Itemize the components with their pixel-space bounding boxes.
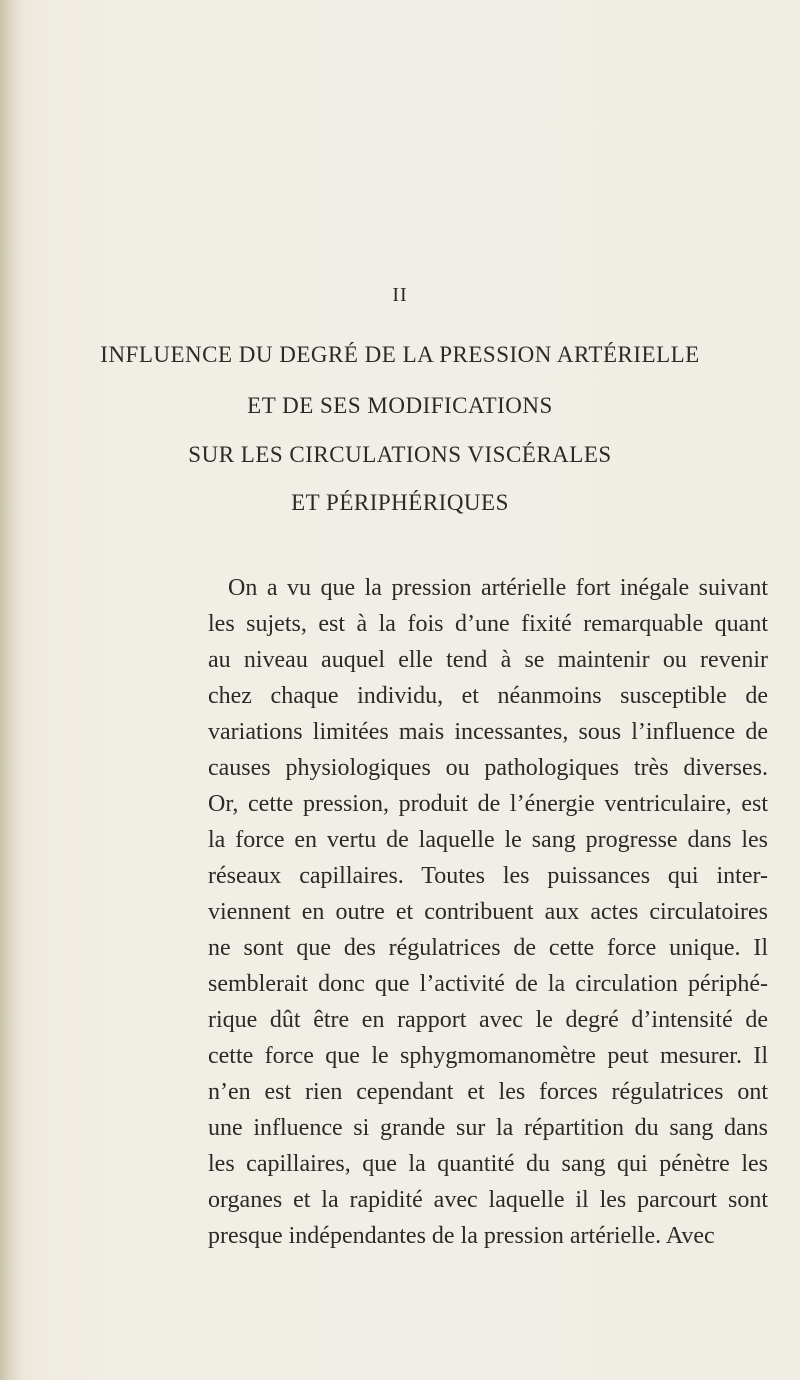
body-text-line: viennent en outre et contribuent aux actes circulatoires <box>208 899 768 925</box>
body-text-line: On a vu que la pression artérielle fort inégale suivant <box>228 575 768 601</box>
body-text-line: une influence si grande sur la répartition du sang dans <box>208 1115 768 1141</box>
chapter-title-line-4: ET PÉRIPHÉRIQUES <box>291 490 509 515</box>
chapter-title-line-2: ET DE SES MODIFICATIONS <box>247 393 553 418</box>
chapter-number: II <box>392 284 408 306</box>
body-text-line: variations limitées mais incessantes, sous l’influence de <box>208 719 768 745</box>
body-text-line: au niveau auquel elle tend à se maintenir ou revenir <box>208 647 768 673</box>
body-text-line: causes physiologiques ou pathologiques très diverses. <box>208 755 768 781</box>
body-text-line: la force en vertu de laquelle le sang progresse dans les <box>208 827 768 853</box>
chapter-title-line-1: INFLUENCE DU DEGRÉ DE LA PRESSION ARTÉRIELLE <box>100 342 700 367</box>
body-text-line: les capillaires, que la quantité du sang qui pénètre les <box>208 1151 768 1177</box>
body-text-line: cette force que le sphygmomanomètre peut mesurer. Il <box>208 1043 768 1069</box>
body-text-line: chez chaque individu, et néanmoins susceptible de <box>208 683 768 709</box>
body-text-line: ne sont que des régulatrices de cette force unique. Il <box>208 935 768 961</box>
body-text-line: rique dût être en rapport avec le degré d’intensité de <box>208 1007 768 1033</box>
body-text-line: les sujets, est à la fois d’une fixité remarquable quant <box>208 611 768 637</box>
body-text-line: n’en est rien cependant et les forces régulatrices ont <box>208 1079 768 1105</box>
body-text-line: Or, cette pression, produit de l’énergie ventriculaire, est <box>208 791 768 817</box>
body-text-line: réseaux capillaires. Toutes les puissances qui inter- <box>208 863 768 889</box>
page-binding-edge <box>0 0 22 1380</box>
body-text-line: semblerait donc que l’activité de la circulation périphé- <box>208 971 768 997</box>
chapter-title-line-3: SUR LES CIRCULATIONS VISCÉRALES <box>188 442 612 467</box>
body-text-line: presque indépendantes de la pression artérielle. Avec <box>208 1223 715 1249</box>
body-text-line: organes et la rapidité avec laquelle il les parcourt sont <box>208 1187 768 1213</box>
